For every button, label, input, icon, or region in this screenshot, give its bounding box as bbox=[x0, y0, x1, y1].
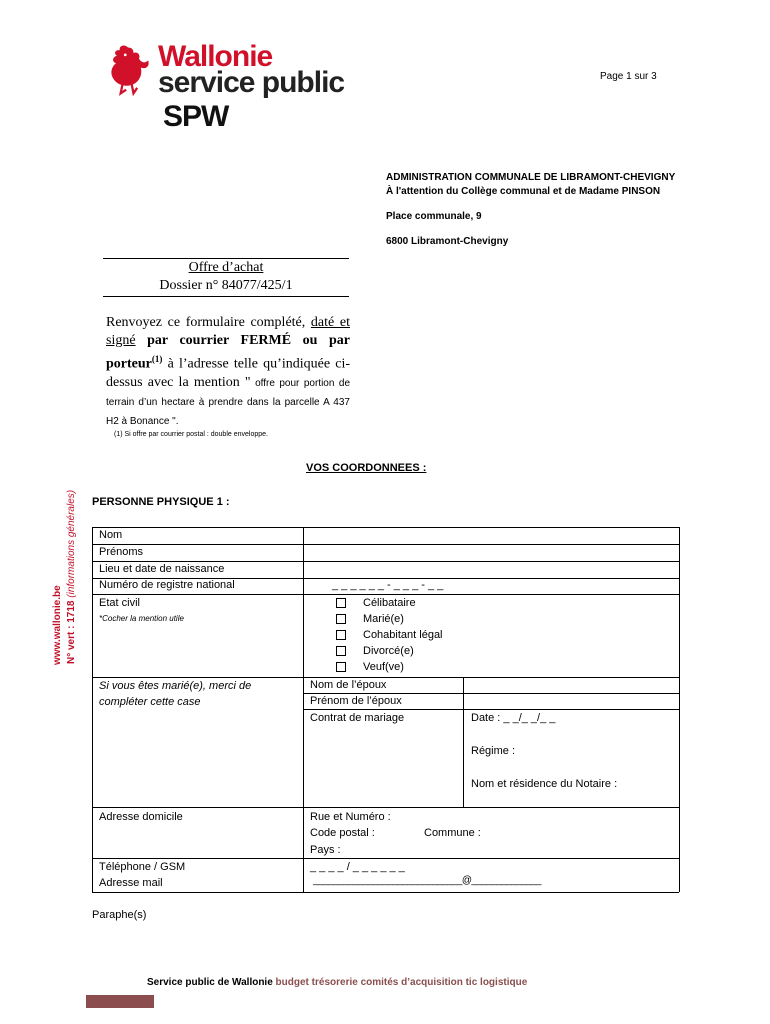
input-date[interactable]: Date : _ _/_ _/_ _ bbox=[471, 712, 556, 724]
etat-civil-note: *Cocher la mention utile bbox=[99, 614, 184, 623]
checkbox-divorce[interactable] bbox=[336, 646, 346, 656]
option-cohabitant: Cohabitant légal bbox=[363, 629, 443, 641]
checkbox-marie[interactable] bbox=[336, 614, 346, 624]
input-registre[interactable]: _ _ _ _ _ _ - _ _ _ - _ _ bbox=[332, 579, 444, 591]
table-row-line bbox=[92, 594, 679, 595]
logo-wallonie: Wallonie bbox=[158, 40, 273, 73]
option-celibataire: Célibataire bbox=[363, 597, 416, 609]
label-nom-epoux: Nom de l’époux bbox=[310, 679, 387, 691]
footer-bar bbox=[86, 995, 154, 1008]
footer-text: Service public de Wallonie budget trésorerie comités d’acquisition tic logistique bbox=[147, 977, 528, 988]
input-commune[interactable]: Commune : bbox=[424, 827, 481, 839]
offer-bottom-rule bbox=[103, 296, 349, 297]
input-nom-epoux[interactable] bbox=[464, 678, 678, 693]
input-nom[interactable] bbox=[304, 528, 679, 544]
label-etat-civil: Etat civil bbox=[99, 597, 140, 609]
section-title: VOS COORDONNEES : bbox=[306, 462, 427, 474]
input-telephone[interactable]: _ _ _ _ / _ _ _ _ _ _ bbox=[310, 861, 405, 873]
rooster-icon bbox=[98, 42, 158, 97]
paraphe-label: Paraphe(s) bbox=[92, 909, 147, 921]
logo-spw: SPW bbox=[163, 100, 229, 133]
table-border-left bbox=[92, 527, 93, 892]
option-divorce: Divorcé(e) bbox=[363, 645, 414, 657]
table-col-line bbox=[303, 527, 304, 892]
checkbox-celibataire[interactable] bbox=[336, 598, 346, 608]
input-code-postal[interactable]: Code postal : bbox=[310, 827, 375, 839]
checkbox-veuf[interactable] bbox=[336, 662, 346, 672]
input-email[interactable]: ______________________________@______________ bbox=[313, 875, 541, 886]
table-row-line bbox=[92, 807, 679, 808]
input-rue[interactable]: Rue et Numéro : bbox=[310, 811, 391, 823]
table-border-bottom bbox=[92, 892, 679, 893]
option-marie: Marié(e) bbox=[363, 613, 404, 625]
input-prenom-epoux[interactable] bbox=[464, 694, 678, 709]
address-line-4: 6800 Libramont-Chevigny bbox=[386, 236, 509, 247]
input-lieu-date[interactable] bbox=[304, 562, 679, 578]
checkbox-cohabitant[interactable] bbox=[336, 630, 346, 640]
label-contrat: Contrat de mariage bbox=[310, 712, 405, 724]
input-prenoms[interactable] bbox=[304, 545, 679, 561]
label-email: Adresse mail bbox=[99, 877, 163, 889]
input-notaire[interactable]: Nom et résidence du Notaire : bbox=[471, 778, 618, 790]
input-regime[interactable]: Régime : bbox=[471, 745, 516, 757]
label-telephone: Téléphone / GSM bbox=[99, 861, 186, 873]
label-nom: Nom bbox=[99, 529, 123, 541]
offer-dossier: Dossier n° 84077/425/1 bbox=[159, 278, 293, 293]
label-registre: Numéro de registre national bbox=[99, 579, 235, 591]
address-line-1: ADMINISTRATION COMMUNALE DE LIBRAMONT-CHEVIGNY bbox=[386, 172, 676, 183]
label-adresse: Adresse domicile bbox=[99, 811, 183, 823]
table-row-line bbox=[303, 709, 679, 710]
side-website: www.wallonie.be bbox=[52, 585, 63, 665]
person-title: PERSONNE PHYSIQUE 1 : bbox=[92, 496, 230, 508]
table-row-line bbox=[92, 858, 679, 859]
label-lieu-date: Lieu et date de naissance bbox=[99, 563, 225, 575]
input-pays[interactable]: Pays : bbox=[310, 844, 341, 856]
offer-top-rule bbox=[103, 258, 349, 259]
logo-service-public: service public bbox=[158, 66, 345, 99]
offer-title: Offre d’achat bbox=[188, 260, 264, 275]
side-phone: N° vert : 1718 (informations générales) bbox=[66, 489, 77, 664]
option-veuf: Veuf(ve) bbox=[363, 661, 404, 673]
footnote: (1) Si offre par courrier postal : double enveloppe. bbox=[114, 431, 268, 438]
instructions-paragraph: Renvoyez ce formulaire complété, daté et signé par courrier FERMÉ ou par porteur$^{(1)}$ à l’adresse telle qu’indiquée ci-dessus avec la mention " offre pour portion de terrain d’un hectare à prendre dans la parcelle A 437 H2 à Bonance ". bbox=[106, 315, 351, 427]
label-prenom-epoux: Prénom de l’époux bbox=[310, 695, 402, 707]
address-line-3: Place communale, 9 bbox=[386, 211, 482, 222]
marie-note: Si vous êtes marié(e), merci de compléter cette case bbox=[99, 680, 252, 708]
table-border-right bbox=[679, 527, 680, 892]
address-line-2: À l'attention du Collège communal et de Madame PINSON bbox=[386, 186, 661, 197]
label-prenoms: Prénoms bbox=[99, 546, 144, 558]
page-indicator: Page 1 sur 3 bbox=[600, 71, 657, 82]
